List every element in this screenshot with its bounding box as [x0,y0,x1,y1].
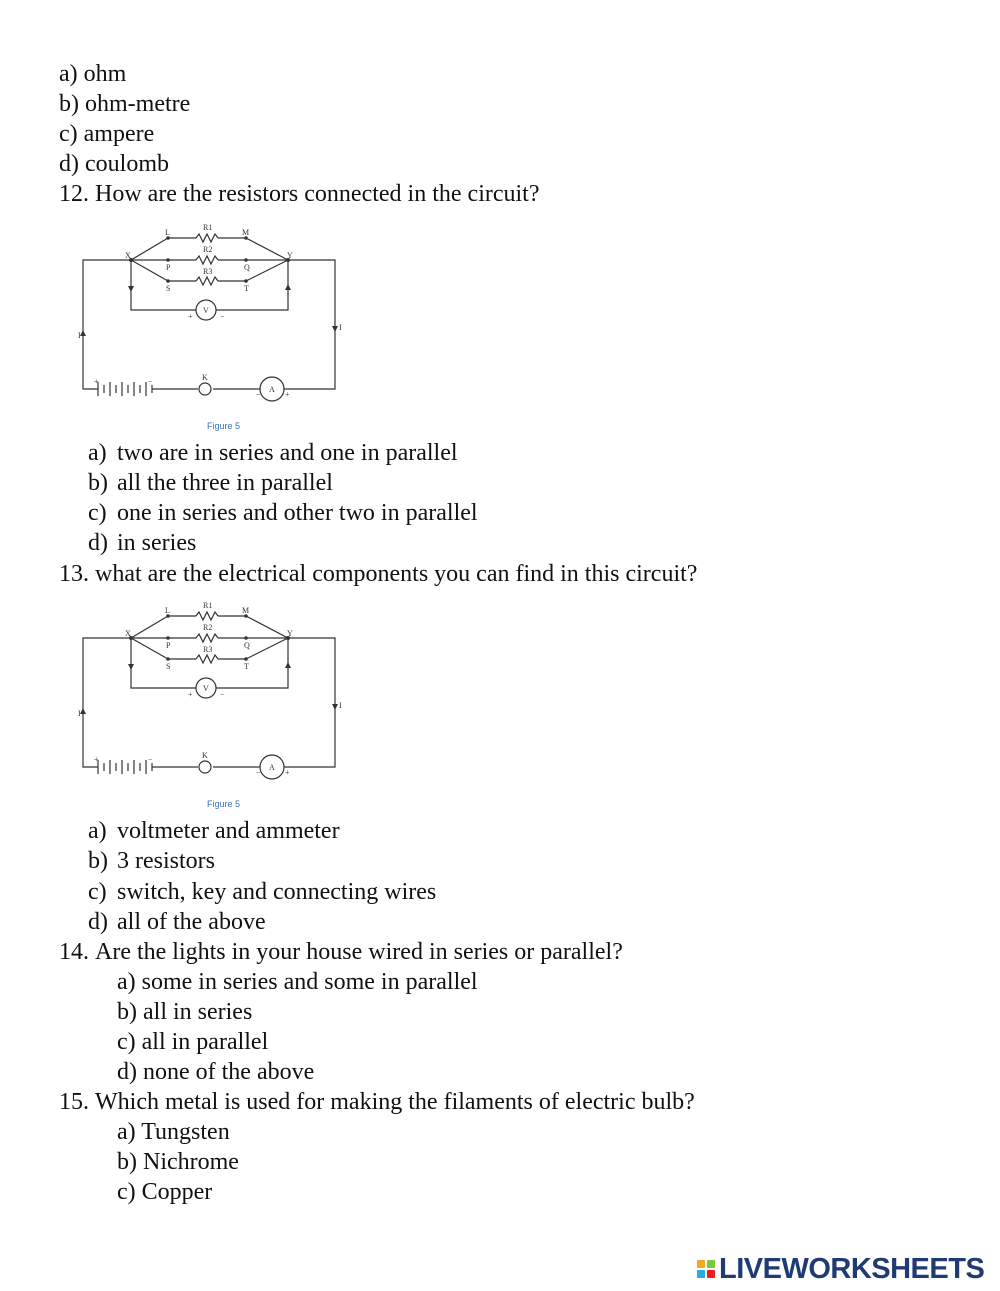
question-number: 12. [59,181,89,207]
option-text: two are in series and one in parallel [117,440,458,466]
plus-sign: + [285,390,290,399]
option-letter: b) [88,470,108,496]
option-letter: c) [88,500,107,526]
label-P: P [166,263,171,272]
label-Q: Q [244,641,250,650]
q11-option-d: d) coulomb [59,151,169,177]
label-L: L [165,606,170,615]
minus-sign: − [256,768,261,777]
option-text: voltmeter and ammeter [117,818,340,844]
label-Y: Y [287,251,293,260]
label-Q: Q [244,263,250,272]
logo-square [707,1260,715,1268]
option-text: all of the above [117,909,266,935]
label-R1: R1 [203,223,213,232]
option-text: in series [117,530,197,556]
plus-sign: + [188,690,193,699]
label-R2: R2 [203,245,213,254]
circuit-figure-12 [78,218,348,432]
option-text: all the three in parallel [117,470,333,496]
logo-icon [697,1260,715,1278]
logo-text: LIVEWORKSHEETS [719,1252,985,1285]
figure-caption: Figure 5 [207,799,241,809]
label-X: X [125,629,131,638]
label-X: X [125,251,131,260]
question-13 [59,559,697,589]
label-M: M [242,606,250,615]
option-letter: c) [88,879,107,905]
question-number: 15. [59,1089,89,1115]
q11-option-a: a) ohm [59,61,127,87]
question-12 [59,179,540,209]
option-text: one in series and other two in parallel [117,500,478,526]
voltmeter-label: V [203,684,209,693]
q15-option-a: a) Tungsten [117,1119,230,1145]
q11-option-c: c) ampere [59,121,155,147]
label-R3: R3 [203,645,213,654]
logo-square [697,1270,705,1278]
liveworksheets-logo[interactable] [697,1252,984,1286]
label-S: S [166,284,171,293]
plus-sign: + [94,755,99,764]
plus-sign: + [188,312,193,321]
minus-sign: − [220,312,225,321]
minus-sign: − [220,690,225,699]
minus-sign: − [148,377,153,386]
plus-sign: + [285,768,290,777]
ammeter-label: A [269,385,275,394]
circuit-figure-13 [78,596,348,810]
logo-square [707,1270,715,1278]
key-label: K [202,373,208,382]
question-number: 13. [59,561,89,587]
option-letter: b) [88,848,108,874]
label-T: T [244,662,249,671]
label-T: T [244,284,249,293]
question-text: what are the electrical components you can find in this circuit? [95,561,698,587]
q15-option-c: c) Copper [117,1179,213,1205]
voltmeter-label: V [203,306,209,315]
question-text: Which metal is used for making the filaments of electric bulb? [95,1089,695,1115]
option-text: 3 resistors [117,848,215,874]
figure-caption: Figure 5 [207,421,241,431]
question-number: 14. [59,939,89,965]
logo-square [697,1260,705,1268]
q15-option-b: b) Nichrome [117,1149,239,1175]
question-text: How are the resistors connected in the circuit? [95,181,540,207]
key-label: K [202,751,208,760]
question-15 [59,1087,695,1117]
label-R2: R2 [203,623,213,632]
current-label: I [78,709,81,718]
ammeter-label: A [269,763,275,772]
option-letter: a) [88,818,107,844]
circuit-diagram [78,596,348,810]
plus-sign: + [94,377,99,386]
current-label: I [339,701,342,710]
q14-option-a: a) some in series and some in parallel [117,969,478,995]
current-label: I [78,331,81,340]
option-letter: a) [88,440,107,466]
circuit-diagram [78,218,348,432]
option-letter: d) [88,909,108,935]
question-14 [59,937,623,967]
q11-option-b: b) ohm-metre [59,91,191,117]
label-R3: R3 [203,267,213,276]
label-P: P [166,641,171,650]
option-text: switch, key and connecting wires [117,879,437,905]
label-L: L [165,228,170,237]
question-text: Are the lights in your house wired in series or parallel? [95,939,623,965]
minus-sign: − [256,390,261,399]
minus-sign: − [148,755,153,764]
label-R1: R1 [203,601,213,610]
q14-option-c: c) all in parallel [117,1029,269,1055]
q14-option-b: b) all in series [117,999,253,1025]
label-Y: Y [287,629,293,638]
label-M: M [242,228,250,237]
q14-option-d: d) none of the above [117,1059,315,1085]
current-label: I [339,323,342,332]
label-S: S [166,662,171,671]
option-letter: d) [88,530,108,556]
